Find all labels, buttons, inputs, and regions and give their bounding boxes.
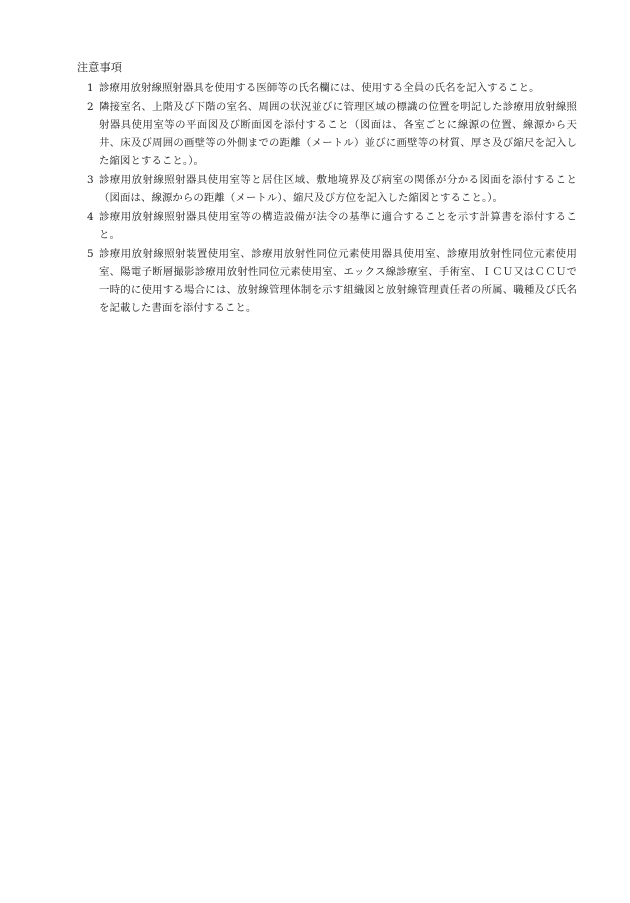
note-item <box>77 245 577 317</box>
notes-list <box>77 79 577 318</box>
note-number: 3 <box>87 174 94 186</box>
note-number: 4 <box>87 211 94 223</box>
note-text: 診療用放射線照射器具使用室等の構造設備が法令の基準に適合することを示す計算書を添付すること。 <box>99 211 577 241</box>
note-number: 5 <box>87 248 94 260</box>
note-number: 2 <box>87 101 94 113</box>
note-item <box>77 79 577 97</box>
note-item <box>77 208 577 244</box>
note-text: 診療用放射線照射器具を使用する医師等の氏名欄には、使用する全員の氏名を記入すること。 <box>99 82 540 94</box>
note-item <box>77 98 577 170</box>
note-text: 診療用放射線照射器具使用室等と居住区域、敷地境界及び病室の関係が分かる図面を添付すること（図面は、線源からの距離（メートル）、縮尺及び方位を記入した縮図とすること。）。 <box>99 174 577 204</box>
document-heading: 注意事項 <box>77 61 123 74</box>
note-text: 隣接室名、上階及び下階の室名、周囲の状況並びに管理区域の標識の位置を明記した診療用放射線照射器具使用室等の平面図及び断面図を添付すること（図面は、各室ごとに線源の位置、線源から天井、床及び周囲の画壁等の外側までの距離（メートル）並びに画壁等の材質、厚さ及び縮尺を記入した縮図とすること。）。 <box>99 101 577 167</box>
note-item <box>77 171 577 207</box>
note-number: 1 <box>87 82 94 94</box>
note-text: 診療用放射線照射装置使用室、診療用放射性同位元素使用器具使用室、診療用放射性同位元素使用室、陽電子断層撮影診療用放射性同位元素使用室、エックス線診療室、手術室、ＩＣＵ又はＣＣＵで一時的に使用する場合には、放射線管理体制を示す組織図と放射線管理責任者の所属、職種及び氏名を記載した書面を添付すること。 <box>99 248 577 314</box>
